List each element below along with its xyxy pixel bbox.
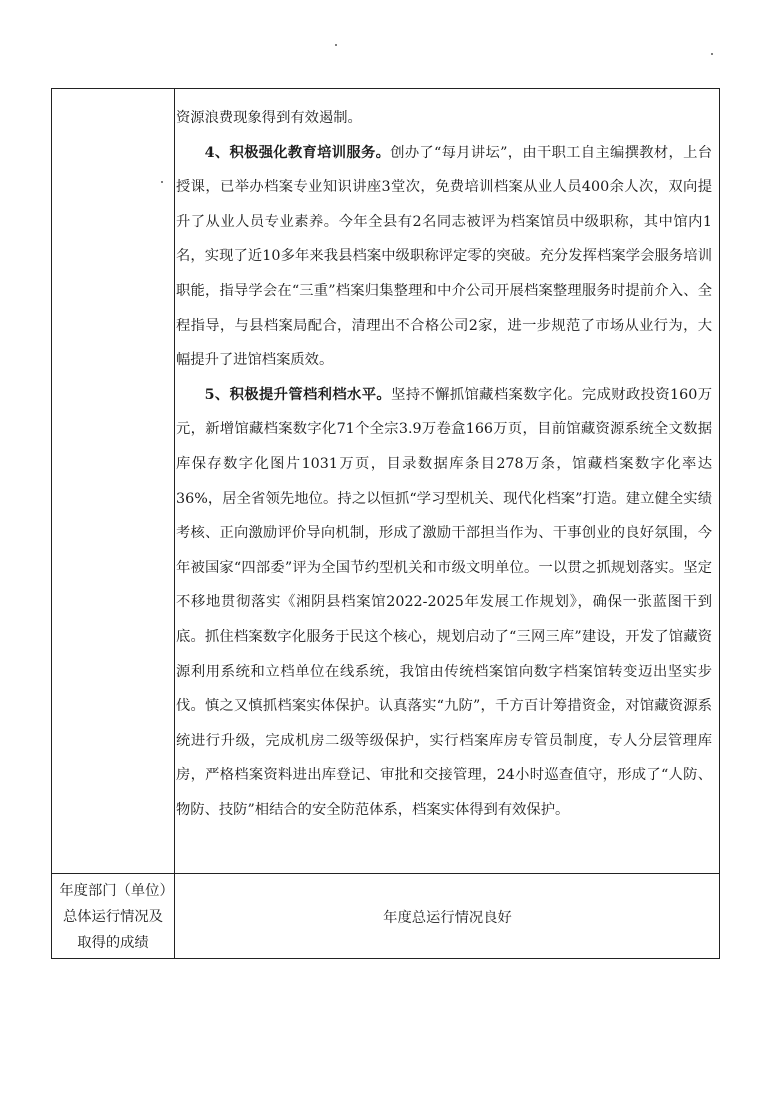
paragraph-item-5 <box>176 378 712 828</box>
row-value: 年度总运行情况良好 <box>383 909 512 926</box>
scan-speck <box>711 53 713 55</box>
item-5-heading: 5、积极提升管档利档水平。 <box>204 386 392 403</box>
paragraph-item-4 <box>176 136 712 378</box>
column-divider <box>174 89 175 958</box>
row-label: 年度部门（单位）总体运行情况及取得的成绩 <box>59 882 167 951</box>
paragraph-continuation: 资源浪费现象得到有效遏制。 <box>176 110 362 126</box>
item-4-body: 创办了“每月讲坛”，由干职工自主编撰教材，上台授课，已举办档案专业知识讲座3堂次，免费培训档案从业人员400余人次，双向提升了从业人员专业素养。今年全县有2名同志被评为档案馆员中级职称，其中馆内1名，实现了近10多年来我县档案中级职称评定零的突破。充分发挥档案学会服务培训职能，指导学会在“三重”档案归集整理和中介公司开展档案整理服务时提前介入、全程指导，与县档案局配合，清理出不合格公司2家，进一步规范了市场从业行为，大幅提升了进馆档案质效。 <box>176 144 712 369</box>
row-divider <box>52 873 719 874</box>
scan-speck <box>335 44 337 46</box>
item-4-heading: 4、积极强化教育培训服务。 <box>204 144 391 161</box>
report-table <box>51 88 720 959</box>
row-value-cell <box>176 875 719 958</box>
row-label-cell <box>52 875 174 958</box>
work-summary-cell <box>176 101 712 827</box>
item-5-body: 坚持不懈抓馆藏档案数字化。完成财政投资160万元，新增馆藏档案数字化71个全宗3.9万卷盒166万页，目前馆藏资源系统全文数据库保存数字化图片1031万页，目录数据库条目278万条，馆藏档案数字化率达36%，居全省领先地位。持之以恒抓“学习型机关、现代化档案”打造。建立健全实绩考核、正向激励评价导向机制，形成了激励干部担当作为、干事创业的良好氛围，今年被国家“四部委”评为全国节约型机关和市级文明单位。一以贯之抓规划落实。坚定不移地贯彻落实《湘阴县档案馆2022-2025年发展工作规划》，确保一张蓝图干到底。抓住档案数字化服务于民这个核心，规划启动了“三网三库”建设，开发了馆藏资源利用系统和立档单位在线系统，我馆由传统档案馆向数字档案馆转变迈出坚实步伐。慎之又慎抓档案实体保护。认真落实“九防”，千方百计筹措资金，对馆藏资源系统进行升级，完成机房二级等级保护，实行档案库房专管员制度，专人分层管理库房，严格档案资料进出库登记、审批和交接管理，24小时巡查值守，形成了“人防、物防、技防”相结合的安全防范体系，档案实体得到有效保护。 <box>176 386 712 818</box>
